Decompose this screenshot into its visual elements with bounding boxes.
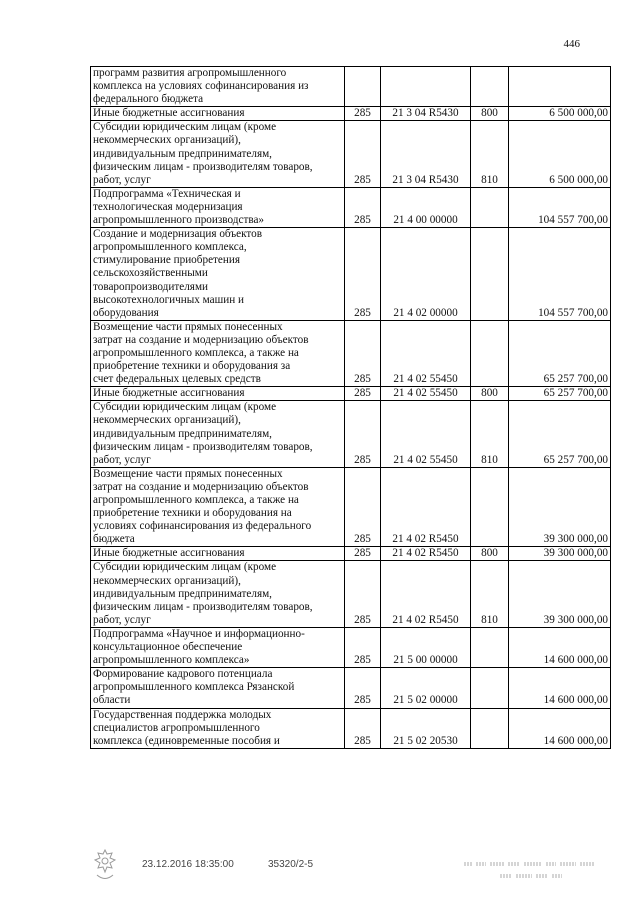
row-sum: 14 600 000,00 (509, 708, 611, 748)
table-row (91, 228, 611, 321)
table-row (91, 627, 611, 667)
row-name: Иные бюджетные ассигнования (91, 387, 345, 401)
row-csr: 21 4 02 00000 (381, 228, 471, 321)
row-vr (471, 67, 509, 107)
row-csr: 21 4 02 R5450 (381, 561, 471, 627)
table-row (91, 401, 611, 467)
row-vr: 800 (471, 107, 509, 121)
row-sum: 39 300 000,00 (509, 547, 611, 561)
row-vr: 800 (471, 387, 509, 401)
table-row (91, 561, 611, 627)
row-name: Создание и модернизация объектов агропромышленного комплекса, стимулирование приобретения сельскохозяйственными товаропроизводителями высокотехнологичных машин и оборудования (91, 228, 345, 321)
row-code: 285 (345, 401, 381, 467)
row-name: Субсидии юридическим лицам (кроме некоммерческих организаций), индивидуальным предпринимателям, физическим лицам - производителям товаров, работ, услуг (91, 121, 345, 187)
row-csr: 21 4 02 55450 (381, 401, 471, 467)
row-sum: 65 257 700,00 (509, 401, 611, 467)
row-code: 285 (345, 467, 381, 547)
row-code: 285 (345, 107, 381, 121)
row-csr: 21 3 04 R5430 (381, 107, 471, 121)
row-csr: 21 4 00 00000 (381, 187, 471, 227)
row-code: 285 (345, 708, 381, 748)
row-name: Иные бюджетные ассигнования (91, 547, 345, 561)
row-csr: 21 4 02 R5450 (381, 467, 471, 547)
row-sum: 6 500 000,00 (509, 121, 611, 187)
row-sum: 39 300 000,00 (509, 561, 611, 627)
row-sum: 14 600 000,00 (509, 627, 611, 667)
page-number: 446 (563, 38, 580, 50)
row-csr: 21 5 02 20530 (381, 708, 471, 748)
row-sum: 14 600 000,00 (509, 668, 611, 708)
row-name: Подпрограмма «Техническая и технологическая модернизация агропромышленного производства» (91, 187, 345, 227)
row-name: Подпрограмма «Научное и информационно- консультационное обеспечение агропромышленного комплекса» (91, 627, 345, 667)
table-row (91, 467, 611, 547)
row-code: 285 (345, 121, 381, 187)
row-code: 285 (345, 187, 381, 227)
table-row (91, 67, 611, 107)
footer-date: 23.12.2016 18:35:00 (142, 859, 234, 870)
row-name: Формирование кадрового потенциала агропромышленного комплекса Рязанской области (91, 668, 345, 708)
row-name: Субсидии юридическим лицам (кроме некоммерческих организаций), индивидуальным предпринимателям, физическим лицам - производителям товаров, работ, услуг (91, 401, 345, 467)
row-code: 285 (345, 547, 381, 561)
row-vr (471, 708, 509, 748)
table-row (91, 547, 611, 561)
row-csr: 21 4 02 R5450 (381, 547, 471, 561)
row-vr (471, 320, 509, 386)
row-code: 285 (345, 668, 381, 708)
table-row (91, 668, 611, 708)
row-sum: 65 257 700,00 (509, 320, 611, 386)
row-sum (509, 67, 611, 107)
row-vr (471, 467, 509, 547)
row-vr (471, 228, 509, 321)
row-vr: 800 (471, 547, 509, 561)
table-row (91, 387, 611, 401)
row-sum: 65 257 700,00 (509, 387, 611, 401)
row-vr (471, 187, 509, 227)
footer-document-number: 35320/2-5 (268, 859, 314, 870)
row-sum: 104 557 700,00 (509, 228, 611, 321)
row-vr: 810 (471, 401, 509, 467)
table-row (91, 187, 611, 227)
row-name: программ развития агропромышленного комплекса на условиях софинансирования из федерального бюджета (91, 67, 345, 107)
row-name: Субсидии юридическим лицам (кроме некоммерческих организаций), индивидуальным предпринимателям, физическим лицам - производителям товаров, работ, услуг (91, 561, 345, 627)
row-vr: 810 (471, 561, 509, 627)
row-vr (471, 668, 509, 708)
row-name: Возмещение части прямых понесенных затрат на создание и модернизацию объектов агропромышленного комплекса, а также на приобретение техники и оборудования на условиях софинансирования из федерального бюджета (91, 467, 345, 547)
row-code: 285 (345, 561, 381, 627)
row-sum: 39 300 000,00 (509, 467, 611, 547)
row-csr (381, 67, 471, 107)
row-name: Иные бюджетные ассигнования (91, 107, 345, 121)
row-csr: 21 5 02 00000 (381, 668, 471, 708)
row-code: 285 (345, 320, 381, 386)
row-name: Возмещение части прямых понесенных затрат на создание и модернизацию объектов агропромышленного комплекса, а также на приобретение техники и оборудования за счет федеральных целевых средств (91, 320, 345, 386)
row-sum: 6 500 000,00 (509, 107, 611, 121)
row-csr: 21 4 02 55450 (381, 387, 471, 401)
row-code: 285 (345, 228, 381, 321)
budget-table-body (91, 67, 611, 749)
row-code: 285 (345, 627, 381, 667)
row-code (345, 67, 381, 107)
table-row (91, 320, 611, 386)
row-sum: 104 557 700,00 (509, 187, 611, 227)
table-row (91, 107, 611, 121)
row-csr: 21 4 02 55450 (381, 320, 471, 386)
row-csr: 21 5 00 00000 (381, 627, 471, 667)
budget-table (90, 66, 611, 749)
document-footer (90, 856, 610, 886)
row-csr: 21 3 04 R5430 (381, 121, 471, 187)
state-emblem-icon (92, 848, 118, 882)
row-name: Государственная поддержка молодых специалистов агропромышленного комплекса (единовременные пособия и (91, 708, 345, 748)
row-code: 285 (345, 387, 381, 401)
row-vr (471, 627, 509, 667)
table-row (91, 121, 611, 187)
illegible-watermark (460, 856, 610, 884)
row-vr: 810 (471, 121, 509, 187)
table-row (91, 708, 611, 748)
